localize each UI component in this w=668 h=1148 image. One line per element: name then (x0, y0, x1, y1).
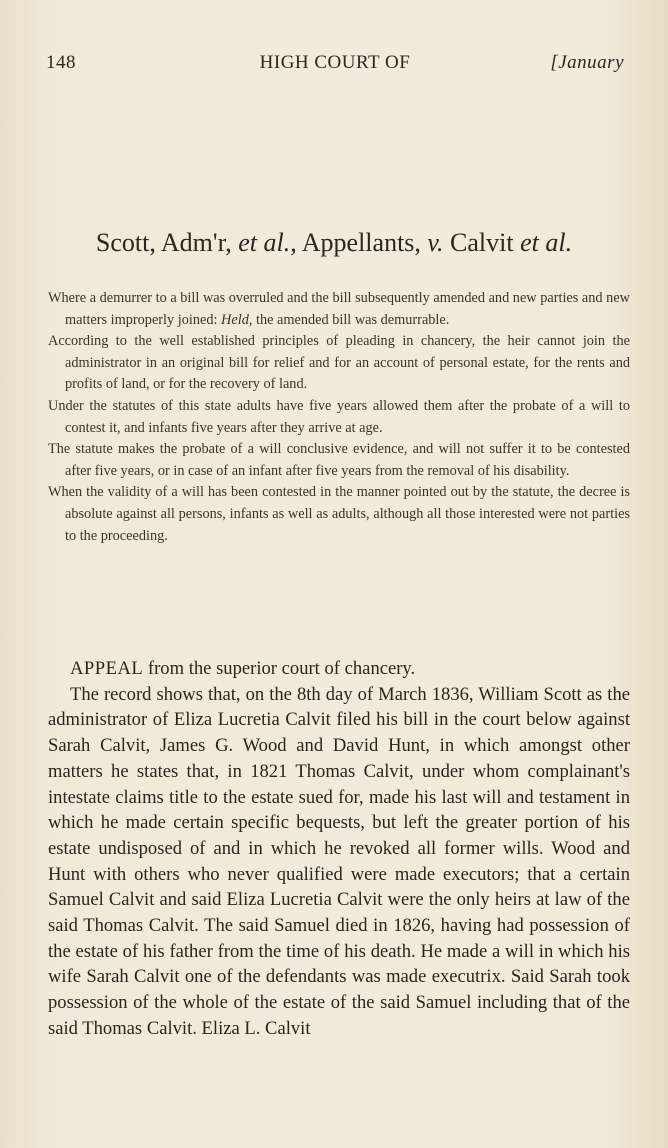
headnote-text: , the amended bill was demurrable. (248, 311, 450, 328)
headnote: The statute makes the probate of a will conclusive evidence, and will not suffer it to be contested after five years, or in case of an infant after five years from the removal of his disability. (48, 441, 630, 479)
case-title-part: v. (427, 228, 444, 257)
running-header (46, 52, 624, 78)
appeal-line (48, 656, 630, 682)
headnotes (48, 288, 630, 547)
header-month: [January (550, 52, 624, 73)
headnote (48, 288, 630, 331)
headnote: According to the well established principles of pleading in chancery, the heir cannot join the administrator in an original bill for relief and for an account of personal estate, for the rents and profits of land, or for the recovery of land. (48, 333, 630, 393)
headnote-text: Where a demurrer to a bill was overruled and the bill subsequently amended and new parties and new matters improperly joined: (48, 290, 630, 328)
case-title (30, 228, 638, 258)
case-title-part: et al. (520, 228, 573, 257)
headnote: When the validity of a will has been contested in the manner pointed out by the statute, the decree is absolute against all persons, infants as well as adults, although all those interested were not parties to the proceeding. (48, 484, 630, 544)
headnote: Under the statutes of this state adults have five years allowed them after the probate of a will to contest it, and infants five years after they arrive at age. (48, 397, 630, 436)
page-number: 148 (46, 52, 76, 73)
case-title-part: Scott, Adm'r, (95, 228, 239, 257)
case-title-part: Calvit (443, 228, 521, 257)
appeal-word: APPEAL (70, 658, 144, 679)
body-paragraph: The record shows that, on the 8th day of March 1836, William Scott as the administrator of Eliza Lucretia Calvit filed his bill in the court below against Sarah Calvit, James G. Wood and David Hunt, in which amongst other matters he states that, in 1821 Thomas Calvit, under whom complainant's intestate claims title to the estate sued for, made his last will and testament in which he made certain specific bequests, but left the greater portion of his estate undisposed of and in which he revoked all former wills. Wood and Hunt with others who never qualified were made executors; that a certain Samuel Calvit and said Eliza Lucretia Calvit were the only heirs at law of the said Thomas Calvit. The said Samuel died in 1826, having had possession of the estate of his father from the time of his death. He made a will in which his wife Sarah Calvit one of the defendants was made executrix. Said Sarah took possession of the whole of the estate of the said Samuel including that of the said Thomas Calvit. Eliza L. Calvit (48, 683, 630, 1039)
running-title: HIGH COURT OF (259, 52, 411, 73)
case-title-part: et al. (238, 228, 291, 257)
headnote-text: Held (221, 311, 249, 328)
opinion-body (48, 656, 630, 1042)
case-title-part: , Appellants, (290, 228, 428, 257)
appeal-rest: from the superior court of chancery. (143, 658, 416, 679)
